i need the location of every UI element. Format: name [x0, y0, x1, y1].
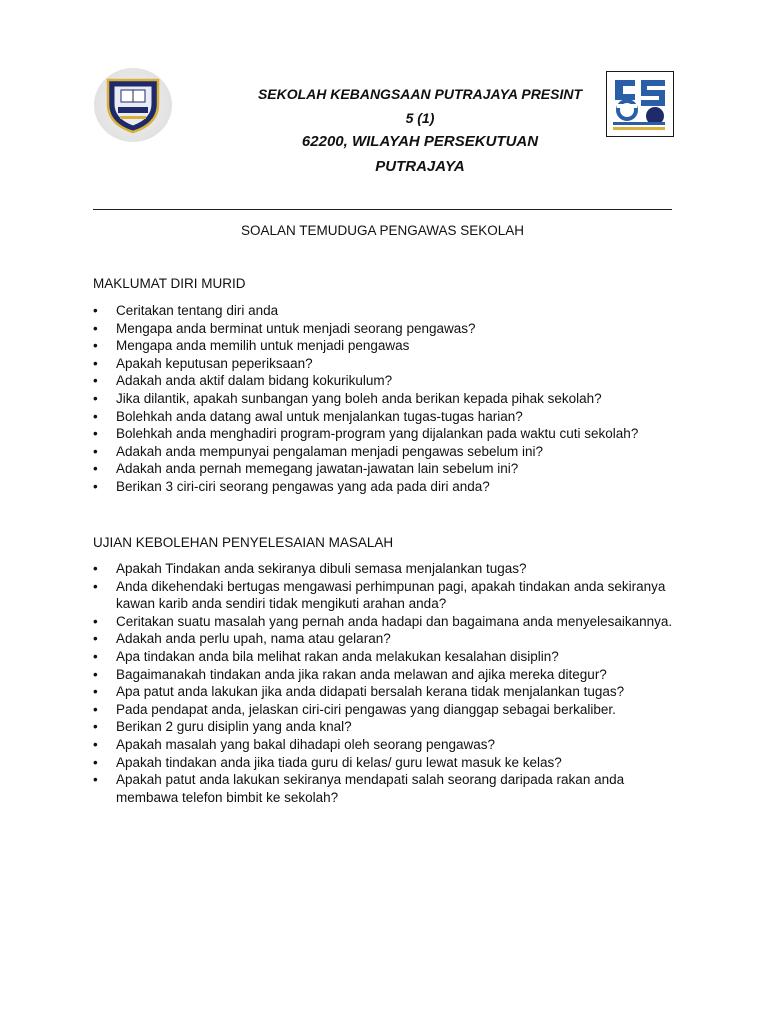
bullet-icon: •	[93, 443, 98, 459]
question-text: Pada pendapat anda, jelaskan ciri-ciri pengawas yang dianggap sebagai berkaliber.	[116, 701, 616, 717]
anniversary-logo	[606, 71, 674, 137]
question-text: Berikan 2 guru disiplin yang anda knal?	[116, 719, 352, 735]
bullet-icon: •	[93, 426, 98, 442]
school-address-line1: 62200, WILAYAH PERSEKUTUAN	[301, 133, 539, 150]
question-text: Adakah anda aktif dalam bidang kokurikulum?	[116, 373, 393, 389]
list-item	[93, 560, 683, 578]
school-address-line2: PUTRAJAYA	[375, 158, 465, 175]
question-text: Apakah keputusan peperiksaan?	[116, 355, 313, 371]
list-item	[93, 390, 683, 408]
school-name-line1: SEKOLAH KEBANGSAAN PUTRAJAYA PRESINT	[257, 86, 583, 102]
bullet-icon: •	[93, 736, 98, 752]
question-text: Berikan 3 ciri-ciri seorang pengawas yang ada pada diri anda?	[116, 478, 490, 494]
bullet-icon: •	[93, 684, 98, 700]
bullet-icon: •	[93, 648, 98, 664]
bullet-icon: •	[93, 631, 98, 647]
question-text: Adakah anda perlu upah, nama atau gelaran?	[116, 631, 391, 647]
bullet-icon: •	[93, 561, 98, 576]
question-text: Ceritakan tentang diri anda	[116, 303, 279, 318]
question-text: Bolehkah anda datang awal untuk menjalankan tugas-tugas harian?	[116, 408, 523, 424]
school-crest-logo	[94, 68, 172, 142]
bullet-icon: •	[93, 578, 98, 594]
bullet-icon: •	[93, 390, 98, 406]
question-text: Jika dilantik, apakah sunbangan yang boleh anda berikan kepada pihak sekolah?	[116, 390, 602, 406]
bullet-icon: •	[93, 701, 98, 717]
list-item	[93, 630, 683, 648]
list-item	[93, 372, 683, 390]
bullet-icon: •	[93, 754, 98, 770]
list-item	[93, 666, 683, 684]
list-item	[93, 578, 683, 613]
bullet-icon: •	[93, 478, 98, 494]
list-item	[93, 302, 683, 320]
question-text: Apakah patut anda lakukan sekiranya mendapati salah seorang daripada rakan anda membawa telefon bimbit ke sekolah?	[116, 772, 625, 805]
bullet-icon: •	[93, 613, 98, 629]
bullet-icon: •	[93, 408, 98, 424]
question-text: Apakah tindakan anda jika tiada guru di kelas/ guru lewat masuk ke kelas?	[116, 754, 562, 770]
question-text: Bagaimanakah tindakan anda jika rakan anda melawan and ajika mereka ditegur?	[116, 666, 607, 682]
list-item	[93, 736, 683, 754]
question-text: Adakah anda pernah memegang jawatan-jawatan lain sebelum ini?	[116, 461, 519, 477]
list-item	[93, 613, 683, 631]
shield-icon	[102, 74, 164, 136]
section-heading-personal-info: MAKLUMAT DIRI MURID	[93, 276, 246, 291]
header-divider	[93, 209, 672, 210]
list-item	[93, 683, 683, 701]
question-list-problem-solving	[93, 560, 683, 806]
question-text: Mengapa anda memilih untuk menjadi pengawas	[116, 338, 410, 354]
list-item	[93, 478, 683, 496]
bullet-icon: •	[93, 666, 98, 682]
list-item	[93, 648, 683, 666]
list-item	[93, 754, 683, 772]
list-item	[93, 355, 683, 373]
section-heading-problem-solving: UJIAN KEBOLEHAN PENYELESAIAN MASALAH	[93, 535, 394, 550]
bullet-icon: •	[93, 320, 98, 336]
question-text: Adakah anda mempunyai pengalaman menjadi pengawas sebelum ini?	[116, 443, 544, 459]
question-text: Apakah Tindakan anda sekiranya dibuli semasa menjalankan tugas?	[116, 561, 527, 576]
question-text: Apa patut anda lakukan jika anda didapati bersalah kerana tidak menjalankan tugas?	[116, 684, 625, 700]
question-text: Anda dikehendaki bertugas mengawasi perhimpunan pagi, apakah tindakan anda sekiranya kawan karib anda sendiri tidak mengikuti arahan anda?	[116, 578, 666, 612]
bullet-icon: •	[93, 772, 98, 788]
list-item	[93, 320, 683, 338]
bullet-icon: •	[93, 461, 98, 477]
bullet-icon: •	[93, 338, 98, 354]
list-item	[93, 771, 683, 806]
question-text: Ceritakan suatu masalah yang pernah anda hadapi dan bagaimana anda menyelesaikannya.	[116, 613, 673, 629]
school-name-line2: 5 (1)	[405, 110, 435, 126]
question-text: Apa tindakan anda bila melihat rakan anda melakukan kesalahan disiplin?	[116, 648, 559, 664]
list-item	[93, 443, 683, 461]
list-item	[93, 718, 683, 736]
question-text: Bolehkah anda menghadiri program-program yang dijalankan pada waktu cuti sekolah?	[116, 426, 639, 442]
bullet-icon: •	[93, 373, 98, 389]
list-item	[93, 701, 683, 719]
bullet-icon: •	[93, 719, 98, 735]
list-item	[93, 460, 683, 478]
list-item	[93, 408, 683, 426]
document-title: SOALAN TEMUDUGA PENGAWAS SEKOLAH	[240, 223, 525, 238]
question-text: Mengapa anda berminat untuk menjadi seorang pengawas?	[116, 320, 476, 336]
bullet-icon: •	[93, 355, 98, 371]
question-list-personal-info	[93, 302, 683, 496]
list-item	[93, 425, 683, 443]
bullet-icon: •	[93, 303, 98, 318]
question-text: Apakah masalah yang bakal dihadapi oleh seorang pengawas?	[116, 736, 496, 752]
list-item	[93, 337, 683, 355]
